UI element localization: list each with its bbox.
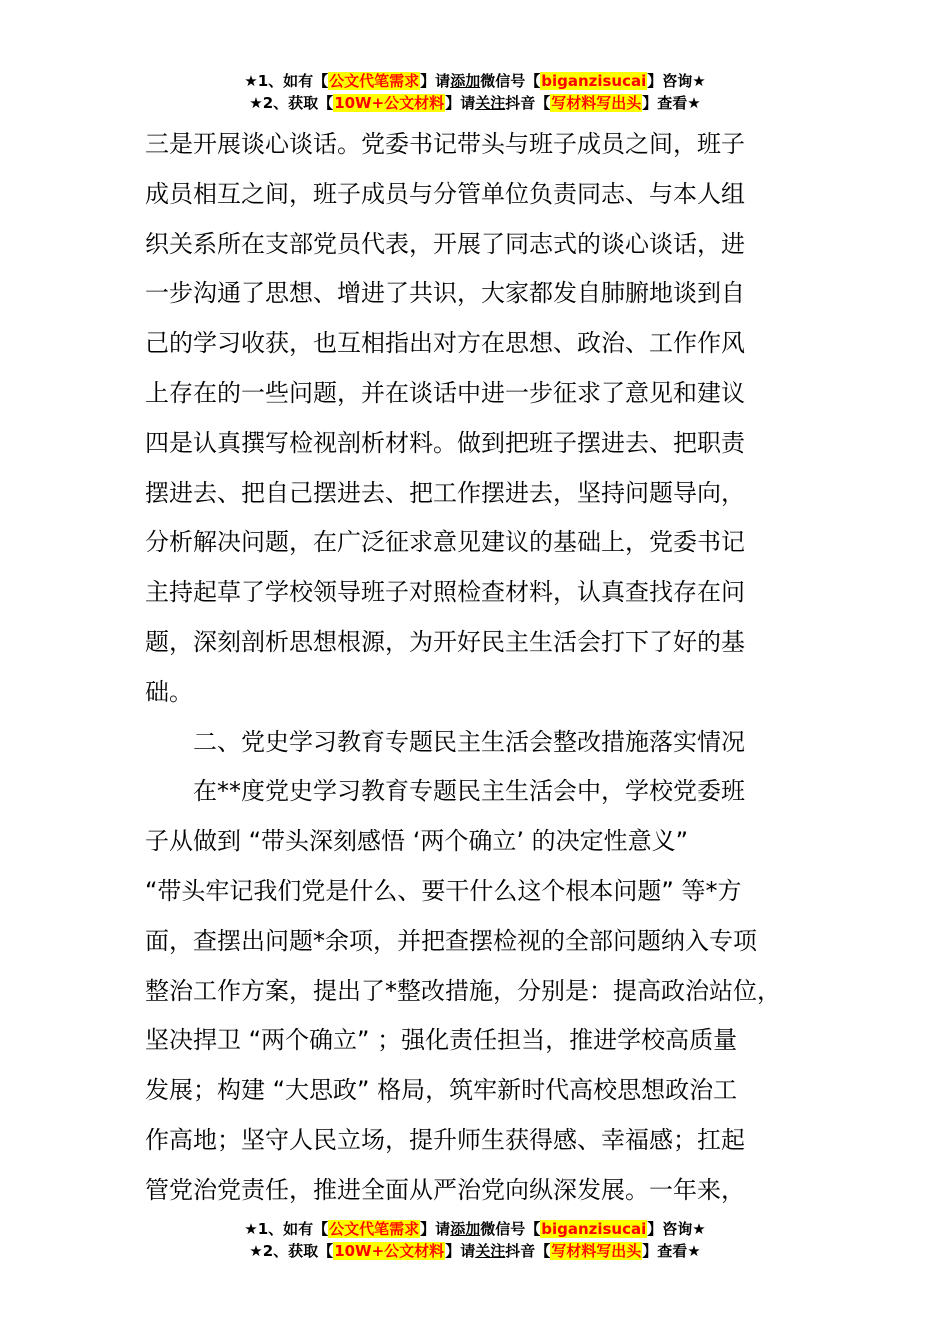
banner-text: 】查看★ [642,1242,701,1260]
banner-highlight: 写材料写出头 [551,1242,642,1260]
banner-highlight: 公文代笔需求 [329,1220,420,1238]
document-body [145,120,835,1216]
banner-line-2 [0,92,950,114]
text-line: 础。 [145,677,193,706]
banner-underlined-text: 关注 [475,1242,506,1260]
banner-highlight: 写材料写出头 [551,94,642,112]
text-line: “带头牢记我们党是什么、要干什么这个根本问题” 等*方 [145,876,742,905]
text-line: 坚决捍卫 “两个确立” ；强化责任担当，推进学校高质量 [145,1026,738,1055]
text-line: 一步沟通了思想、增进了共识，大家都发自肺腑地谈到自 [145,279,745,308]
banner-text: 】查看★ [642,94,701,112]
text-line: 题，深刻剖析思想根源，为开好民主生活会打下了好的基 [145,627,745,656]
text-line: 三是开展谈心谈话。党委书记带头与班子成员之间，班子 [145,130,745,158]
text-line: 管党治党责任，推进全面从严治党向纵深发展。一年来， [145,1175,745,1204]
banner-highlight: 10W+公文材料 [334,94,445,112]
text-line: 成员相互之间，班子成员与分管单位负责同志、与本人组 [145,179,745,208]
banner-text: 】咨询★ [647,72,706,90]
banner-text: 】请 [445,1242,476,1260]
banner-highlight: biganzisucai [541,72,647,90]
header-banner [0,70,950,114]
banner-text: 抖音【 [505,94,551,112]
text-line: 己的学习收获，也互相指出对方在思想、政治、工作作风 [145,329,745,358]
banner-text: ★1、如有【 [244,72,329,90]
banner-line-2 [0,1240,950,1262]
banner-highlight: biganzisucai [541,1220,647,1238]
banner-line-1 [0,70,950,92]
banner-text: 微信号【 [480,72,541,90]
text-line: 面，查摆出问题*余项，并把查摆检视的全部问题纳入专项 [145,926,757,955]
banner-text: 微信号【 [480,1220,541,1238]
banner-text: ★2、获取【 [249,94,334,112]
banner-text: 抖音【 [505,1242,551,1260]
banner-text: 】请 [445,94,476,112]
section-heading: 二、党史学习教育专题民主生活会整改措施落实情况 [193,727,745,756]
banner-underlined-text: 关注 [475,94,506,112]
text-line: 作高地；坚守人民立场，提升师生获得感、幸福感；扛起 [145,1125,745,1154]
banner-highlight: 公文代笔需求 [329,72,420,90]
footer-banner [0,1218,950,1262]
text-line: 在**度党史学习教育专题民主生活会中，学校党委班 [193,777,745,806]
banner-line-1 [0,1218,950,1240]
banner-text: ★1、如有【 [244,1220,329,1238]
text-line: 分析解决问题，在广泛征求意见建议的基础上，党委书记 [145,528,745,557]
text-line: 整治工作方案，提出了*整改措施，分别是：提高政治站位， [145,976,781,1005]
text-line: 上存在的一些问题，并在谈话中进一步征求了意见和建议 [145,378,745,407]
text-line: 子从做到 “带头深刻感悟 ‘两个确立’ 的决定性意义” [145,827,689,856]
banner-highlight: 10W+公文材料 [334,1242,445,1260]
banner-underlined-text: 添加 [450,72,481,90]
text-line: 主持起草了学校领导班子对照检查材料，认真查找存在问 [145,578,745,607]
banner-text: 】请 [420,72,451,90]
banner-text: 】咨询★ [647,1220,706,1238]
text-line: 摆进去、把自己摆进去、把工作摆进去，坚持问题导向， [145,478,745,507]
banner-text: ★2、获取【 [249,1242,334,1260]
banner-underlined-text: 添加 [450,1220,481,1238]
banner-text: 】请 [420,1220,451,1238]
text-line: 发展；构建 “大思政” 格局，筑牢新时代高校思想政治工 [145,1076,738,1105]
text-line: 四是认真撰写检视剖析材料。做到把班子摆进去、把职责 [145,428,745,457]
text-line: 织关系所在支部党员代表，开展了同志式的谈心谈话，进 [145,229,745,258]
